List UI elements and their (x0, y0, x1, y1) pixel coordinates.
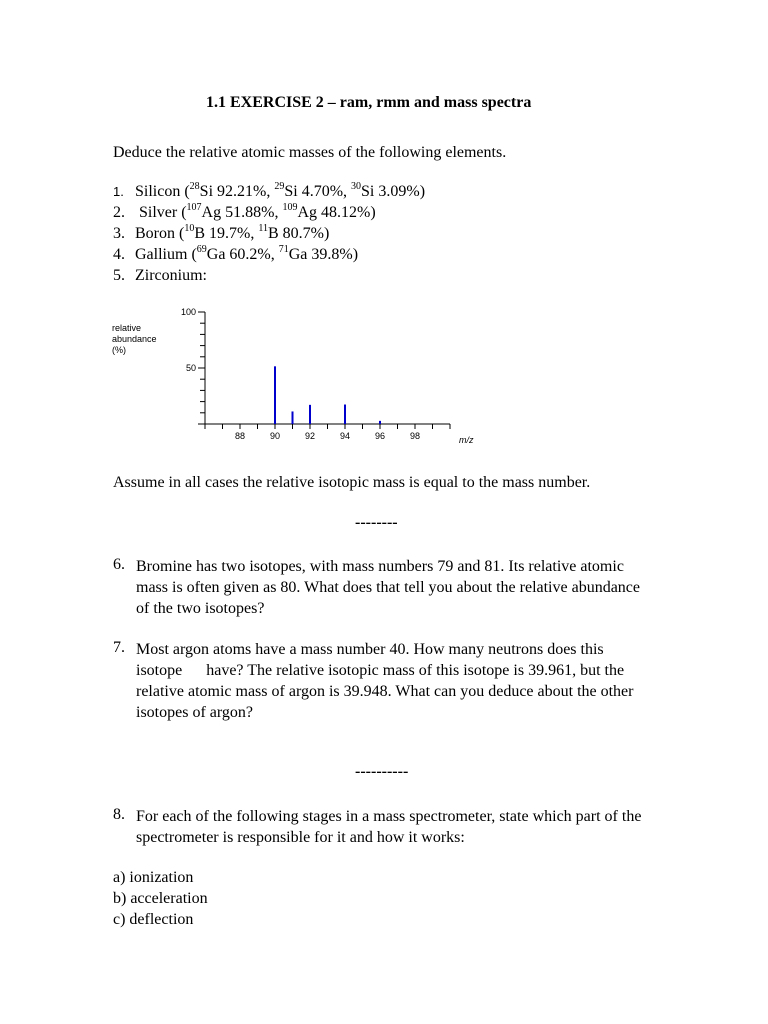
question-number: 8. (113, 806, 125, 823)
question-number: 7. (113, 639, 125, 656)
isotope-abundance: Ga 39.8% (288, 246, 353, 263)
stage-item: b) acceleration (113, 890, 208, 907)
page-title: 1.1 EXERCISE 2 – ram, rmm and mass spectra (206, 94, 532, 111)
separator: -------- (355, 514, 398, 531)
element-name: Gallium (135, 246, 188, 263)
mass-number: 11 (258, 223, 268, 234)
isotope-abundance: B 19.7% (194, 225, 251, 242)
element-item-silver: 2. Silver ($^{107}$Ag 51.88%, $^{109}$Ag 48.12%) (113, 202, 376, 221)
spectrum-peak (344, 405, 346, 424)
question-text: For each of the following stages in a mass spectrometer, state which part of the spectrometer is responsible for it and how it works: (136, 808, 642, 846)
x-tick-label: 92 (304, 431, 316, 441)
mass-number: 10 (184, 223, 195, 234)
question-text: Most argon atoms have a mass number 40. How many neutrons does this isotope have? The relative isotopic mass of this isotope is 39.961, but the relative atomic mass of argon is 39.948. What can you deduce about the other isotopes of argon? (136, 641, 638, 721)
item-number: 1. (113, 184, 124, 199)
mass-number: 69 (196, 244, 207, 255)
question-8 (113, 806, 653, 848)
isotope-abundance: Ag 51.88% (201, 204, 275, 221)
y-tick-label: 100 (180, 307, 196, 317)
intro-text: Deduce the relative atomic masses of the following elements. (113, 144, 507, 161)
x-tick-label: 96 (374, 431, 386, 441)
isotope-abundance: Si 3.09% (361, 183, 420, 200)
element-item-zirconium (113, 267, 207, 285)
y-tick-label: 50 (185, 363, 196, 373)
item-number: 5. (113, 267, 125, 284)
stage-item: c) deflection (113, 911, 194, 928)
spectrum-peak (309, 405, 311, 424)
element-item-silicon: 1. Silicon ($^{28}$Si 92.21%, $^{29}$Si 4.70%, $^{30}$Si 3.09%) (113, 181, 426, 200)
mass-number: 30 (351, 181, 362, 192)
spectrum-peak (292, 411, 294, 424)
element-item-gallium: 4. Gallium ($^{69}$Ga 60.2%, $^{71}$Ga 39.8%) (113, 244, 359, 263)
item-number: 2. (113, 204, 125, 221)
isotope-abundance: Ag 48.12% (297, 204, 371, 221)
question-number: 6. (113, 556, 125, 573)
x-tick-label: 98 (409, 431, 421, 441)
stage-item: a) ionization (113, 869, 194, 886)
spectrum-peak (379, 421, 381, 424)
y-axis-label: relative (112, 323, 142, 333)
isotope-abundance: Si 4.70% (284, 183, 344, 200)
mass-number: 107 (186, 202, 202, 213)
element-name: Boron (135, 225, 175, 242)
x-tick-label: 94 (339, 431, 351, 441)
mass-spectrum-chart (110, 303, 480, 448)
question-text: Bromine has two isotopes, with mass numbers 79 and 81. Its relative atomic mass is often given as 80. What does that tell you about the relative abundance of the two isotopes? (136, 558, 641, 617)
mass-number: 109 (282, 202, 298, 213)
element-name: Silver (139, 204, 178, 221)
element-name: Silicon (135, 183, 181, 200)
y-axis-label: abundance (112, 334, 157, 344)
x-tick-label: 88 (234, 431, 246, 441)
isotope-abundance: Si 92.21% (199, 183, 267, 200)
spectrum-peak (274, 366, 276, 424)
x-axis-label: m/z (459, 435, 474, 445)
element-item-boron: 3. Boron ($^{10}$B 19.7%, $^{11}$B 80.7%) (113, 223, 330, 242)
question-6 (113, 556, 653, 619)
mass-number: 29 (274, 181, 285, 192)
item-number: 4. (113, 246, 125, 263)
y-axis-label: (%) (112, 345, 126, 355)
element-name: Zirconium: (135, 267, 207, 284)
separator: ---------- (355, 763, 409, 780)
mass-number: 28 (189, 181, 200, 192)
mass-number: 71 (278, 244, 289, 255)
x-tick-label: 90 (269, 431, 281, 441)
isotope-abundance: B 80.7% (267, 225, 324, 242)
assumption-text: Assume in all cases the relative isotopic mass is equal to the mass number. (113, 474, 591, 491)
item-number: 3. (113, 225, 125, 242)
isotope-abundance: Ga 60.2% (206, 246, 271, 263)
question-7 (113, 639, 653, 723)
